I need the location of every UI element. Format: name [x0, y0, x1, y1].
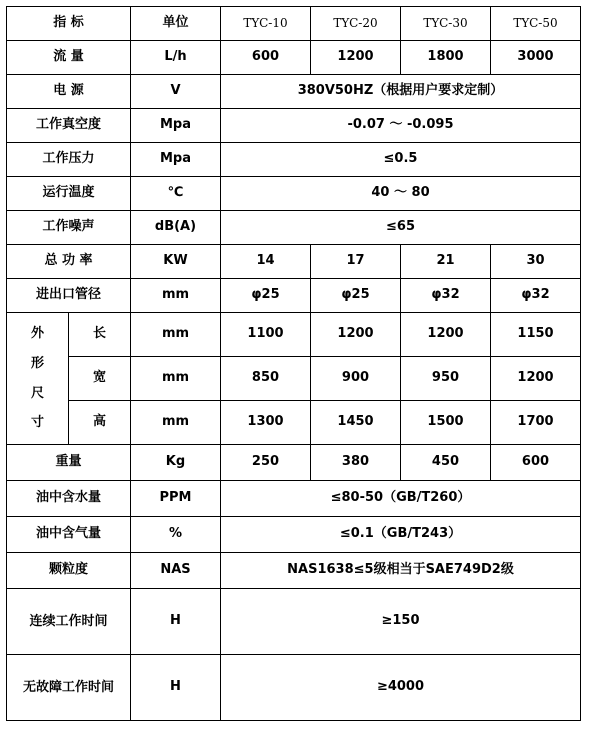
dimension-char: 尺 — [30, 385, 44, 401]
cell-value: 850 — [221, 357, 311, 401]
cell-value: 380 — [311, 445, 401, 481]
continuous-row — [7, 589, 581, 655]
cell-value: 1200 — [491, 357, 581, 401]
cell-value: 1450 — [311, 401, 401, 445]
row-unit: H — [131, 655, 221, 721]
row-unit: KW — [131, 245, 221, 279]
cell-value: 1800 — [401, 41, 491, 75]
row-label: 重量 — [7, 445, 131, 481]
particle-row — [7, 553, 581, 589]
cell-value: ≤0.5 — [221, 143, 581, 177]
cell-value: φ25 — [221, 279, 311, 313]
cell-value: 1300 — [221, 401, 311, 445]
dimension-char: 外 — [30, 325, 44, 341]
row-label: 进出口管径 — [7, 279, 131, 313]
row-label: 无故障工作时间 — [7, 655, 131, 721]
cell-value: 600 — [491, 445, 581, 481]
cell-value: 600 — [221, 41, 311, 75]
cell-value: φ32 — [491, 279, 581, 313]
row-unit: L/h — [131, 41, 221, 75]
length-row — [7, 313, 581, 357]
row-unit: Mpa — [131, 143, 221, 177]
cell-value: 30 — [491, 245, 581, 279]
row-label: 运行温度 — [7, 177, 131, 211]
model-name: TYC-50 — [491, 7, 581, 41]
model-name: TYC-10 — [221, 7, 311, 41]
mtbf-row — [7, 655, 581, 721]
cell-value: 17 — [311, 245, 401, 279]
dimensions-group-label — [7, 313, 69, 445]
cell-value: ≤0.1（GB/T243） — [221, 517, 581, 553]
gas-row — [7, 517, 581, 553]
row-label: 颗粒度 — [7, 553, 131, 589]
row-label: 总 功 率 — [7, 245, 131, 279]
cell-value: 1500 — [401, 401, 491, 445]
temperature-row — [7, 177, 581, 211]
row-label: 流 量 — [7, 41, 131, 75]
row-unit: mm — [131, 279, 221, 313]
vacuum-row — [7, 109, 581, 143]
row-unit: Mpa — [131, 109, 221, 143]
dimension-char: 形 — [30, 355, 44, 371]
cell-value: 14 — [221, 245, 311, 279]
row-unit: mm — [131, 313, 221, 357]
cell-value: 3000 — [491, 41, 581, 75]
noise-row — [7, 211, 581, 245]
cell-value: φ32 — [401, 279, 491, 313]
cell-value: 1200 — [311, 313, 401, 357]
row-label: 工作真空度 — [7, 109, 131, 143]
row-unit: Kg — [131, 445, 221, 481]
cell-value: 1700 — [491, 401, 581, 445]
model-name: TYC-30 — [401, 7, 491, 41]
power-supply-row — [7, 75, 581, 109]
row-unit: mm — [131, 357, 221, 401]
row-unit: ℃ — [131, 177, 221, 211]
cell-value: ≤65 — [221, 211, 581, 245]
row-unit: H — [131, 589, 221, 655]
cell-value: 900 — [311, 357, 401, 401]
row-label: 连续工作时间 — [7, 589, 131, 655]
weight-row — [7, 445, 581, 481]
row-unit: % — [131, 517, 221, 553]
cell-value: 380V50HZ（根据用户要求定制） — [221, 75, 581, 109]
row-label: 工作噪声 — [7, 211, 131, 245]
row-unit: V — [131, 75, 221, 109]
header-row — [7, 7, 581, 41]
cell-value: ≥150 — [221, 589, 581, 655]
cell-value: ≤80-50（GB/T260） — [221, 481, 581, 517]
cell-value: -0.07 ～ -0.095 — [221, 109, 581, 143]
cell-value: 1150 — [491, 313, 581, 357]
cell-value: 1100 — [221, 313, 311, 357]
dimension-char: 寸 — [30, 415, 44, 431]
flow-row — [7, 41, 581, 75]
row-label: 电 源 — [7, 75, 131, 109]
row-label: 工作压力 — [7, 143, 131, 177]
row-label: 高 — [69, 401, 131, 445]
cell-value: 1200 — [311, 41, 401, 75]
cell-value: NAS1638≤5级相当于SAE749D2级 — [221, 553, 581, 589]
row-unit: mm — [131, 401, 221, 445]
row-label: 长 — [69, 313, 131, 357]
pipe-row — [7, 279, 581, 313]
model-name: TYC-20 — [311, 7, 401, 41]
cell-value: 450 — [401, 445, 491, 481]
row-label: 油中含水量 — [7, 481, 131, 517]
row-label: 油中含气量 — [7, 517, 131, 553]
row-unit: PPM — [131, 481, 221, 517]
row-unit: dB(A) — [131, 211, 221, 245]
height-row — [7, 401, 581, 445]
water-row — [7, 481, 581, 517]
row-unit: NAS — [131, 553, 221, 589]
cell-value: 1200 — [401, 313, 491, 357]
total-power-row — [7, 245, 581, 279]
header-unit: 单位 — [131, 7, 221, 41]
cell-value: 250 — [221, 445, 311, 481]
header-label: 指 标 — [7, 7, 131, 41]
cell-value: 950 — [401, 357, 491, 401]
cell-value: ≥4000 — [221, 655, 581, 721]
spec-table — [6, 6, 581, 721]
row-label: 宽 — [69, 357, 131, 401]
cell-value: 40 ～ 80 — [221, 177, 581, 211]
width-row — [7, 357, 581, 401]
cell-value: 21 — [401, 245, 491, 279]
cell-value: φ25 — [311, 279, 401, 313]
pressure-row — [7, 143, 581, 177]
